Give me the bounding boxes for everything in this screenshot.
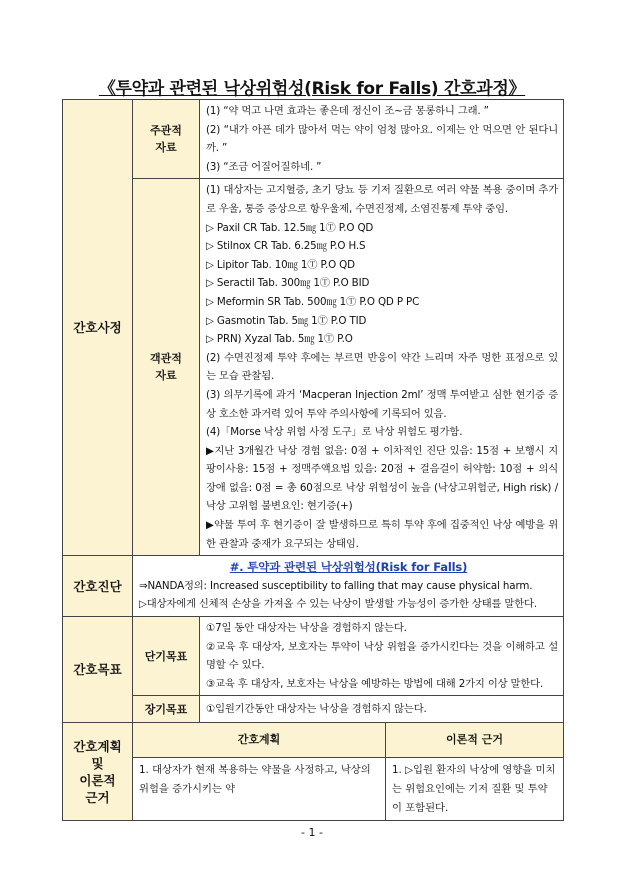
rationale-column-header: 이론적 근거 [386,723,564,758]
plan-header-row [63,723,564,758]
medication-line: ▷ Gasmotin Tab. 5㎎ 1Ⓣ P.O TID [206,314,367,327]
diagnosis-label: 간호진단 [63,556,133,617]
plan-label: 간호계획 및 이론적 근거 [63,723,133,821]
medication-line: ▷ Seractil Tab. 300㎎ 1Ⓣ P.O BID [206,277,370,290]
objective-row [63,179,564,556]
goals-label: 간호목표 [63,617,133,723]
objective-line: (2) 수면진정제 투약 후에는 부르면 반응이 약간 느리며 자주 멍한 표정으로 있는 모습 관찰됨. [206,351,559,383]
plan-row [63,758,564,821]
long-term-goal-content [200,696,564,723]
short-term-goal-content [200,617,564,696]
long-term-goal-row [63,696,564,723]
goal-line: ①입원기간동안 대상자는 낙상을 경험하지 않는다. [206,703,427,716]
diagnosis-row [63,556,564,617]
objective-line: ▶약물 투여 후 현기증이 잘 발생하므로 특히 투약 후에 집중적인 낙상 예방을 위한 관찰과 중재가 요구되는 상태임. [206,519,559,550]
goal-line: ②교육 후 대상자, 보호자는 투약이 낙상 위험을 증가시킨다는 것을 이해하고 설명할 수 있다. [206,640,559,672]
goal-line: ①7일 동안 대상자는 낙상을 경험하지 않는다. [206,622,407,635]
morse-score-line: ▶지난 3개월간 낙상 경험 없음: 0점 + 이차적인 진단 있음: 15점 + 보행시 지팡이사용: 15점 + 정맥주액요법 있음: 20점 + 걸음걸이 허약함: 10점 + 의식장애 없음: 0점 = 총 60점으로 낙상 위험성이 높음 (낙상고위험군, High risk) / 낙상 고위험 불변요인: 현기증(+) [206,444,559,513]
diagnosis-line: ▷대상자에게 신체적 손상을 가져올 수 있는 낙상이 발생할 가능성이 증가한 상태를 말한다. [139,598,537,611]
medication-line: ▷ Meformin SR Tab. 500㎎ 1Ⓣ P.O QD P PC [206,295,420,308]
diagnosis-line: ⇒NANDA정의: Increased susceptibility to falling that may cause physical harm. [139,579,533,592]
page-number: - 1 - [301,826,323,839]
subjective-row [63,100,564,179]
long-term-goal-label: 장기목표 [133,696,200,723]
plan-item: 1. 대상자가 현재 복용하는 약물을 사정하고, 낙상의 위험을 증가시키는 약 [133,758,386,821]
medication-line: ▷ PRN) Xyzal Tab. 5㎎ 1Ⓣ P.O [206,333,353,346]
subjective-label: 주관적 자료 [133,100,200,179]
objective-line: (1) 대상자는 고지혈증, 초기 당뇨 등 기저 질환으로 여러 약물 복용 중이며 추가로 우울, 통증 증상으로 항우울제, 수면진정제, 소염진통제 투약 중임. [206,184,559,215]
objective-label: 객관적 자료 [133,179,200,556]
medication-line: ▷ Lipitor Tab. 10㎎ 1Ⓣ P.O QD [206,258,355,271]
subjective-line: (2) “내가 아픈 데가 많아서 먹는 약이 엄청 많아요. 이제는 안 먹으면 안 된다니까. ” [206,123,559,155]
objective-content [200,179,564,556]
objective-line: (4)「Morse 낙상 위험 사정 도구」로 낙상 위험도 평가함. [206,426,463,439]
rationale-item: 1. ▷입원 환자의 낙상에 영향을 미치는 위험요인에는 기저 질환 및 투약이 포함된다. [386,758,564,821]
short-term-goal-row [63,617,564,696]
objective-line: (3) 의무기록에 과거 ‘Macperan Injection 2ml’ 정맥 투여받고 심한 현기증 증상 호소한 과거력 있어 투약 주의사항에 기록되어 있음. [206,388,559,420]
plan-column-header: 간호계획 [133,723,386,758]
subjective-line: (3) “조금 어질어질하네. ” [206,160,322,173]
diagnosis-content [133,556,564,617]
medication-line: ▷ Stilnox CR Tab. 6.25㎎ P.O H.S [206,240,366,253]
medication-line: ▷ Paxil CR Tab. 12.5㎎ 1Ⓣ P.O QD [206,221,374,234]
short-term-goal-label: 단기목표 [133,617,200,696]
subjective-line: (1) “약 먹고 나면 효과는 좋은데 정신이 조~금 몽롱하니 그래. ” [206,105,489,117]
nursing-process-table [62,99,564,821]
assessment-label: 간호사정 [63,100,133,556]
goal-line: ③교육 후 대상자, 보호자는 낙상을 예방하는 방법에 대해 2가지 이상 말한다. [206,677,544,690]
document-title: 《투약과 관련된 낙상위험성(Risk for Falls) 간호과정》 [98,79,526,99]
subjective-content [200,100,564,179]
diagnosis-title: #. 투약과 관련된 낙상위험성(Risk for Falls) [229,560,468,575]
